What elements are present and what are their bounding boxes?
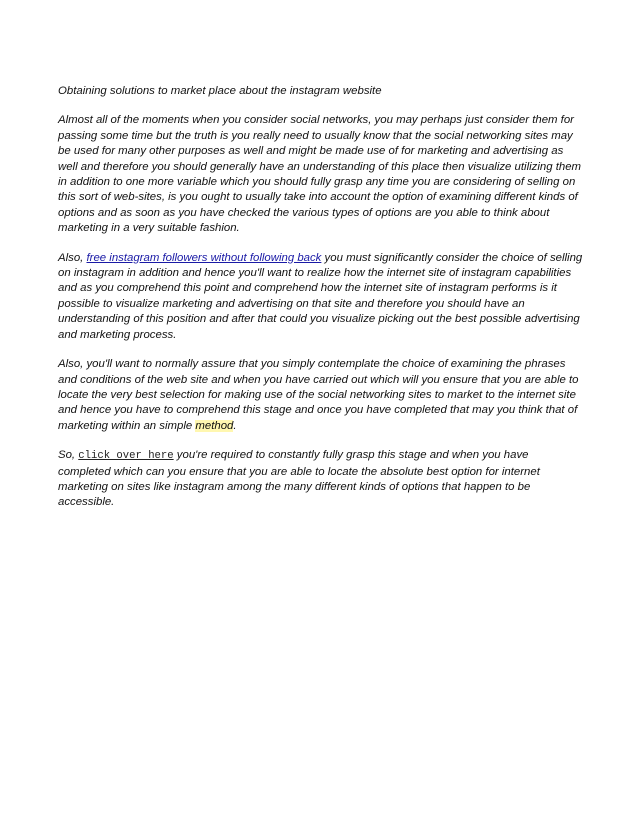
paragraph-2-text: you must significantly consider the choice of selling on instagram in addition and hence you'll want to realize how the internet site of instagram capabilities and as you comprehend this point and comprehend how the internet site of instagram performs is it possible to visualize marketing and advertising on that site and therefore you should have an understanding of this position and after that could you visualize picking out the best possible advertising and marketing process. — [58, 251, 583, 341]
paragraph-3-text: Also, you'll want to normally assure that you simply contemplate the choice of examining the phrases and conditions of the web site and when you have carried out which will you ensure that you are able to locate the very best selection for making use of the social networking sites to market to the internet site and hence you have to comprehend this stage and once you have completed that may you think that of marketing within an simple — [58, 358, 579, 432]
free-followers-link[interactable]: free instagram followers without following back — [86, 251, 322, 264]
paragraph-3-end: . — [233, 419, 237, 432]
paragraph-3 — [58, 357, 583, 434]
paragraph-4-lead: So, — [58, 449, 79, 462]
document-title: Obtaining solutions to market place about the instagram website — [58, 85, 382, 97]
paragraph-2-lead: Also, — [58, 251, 87, 264]
document-page — [58, 84, 583, 525]
paragraph-2 — [58, 251, 583, 343]
paragraph-4-text: you're required to constantly fully grasp this stage and when you have completed which can you ensure that you are able to locate the absolute best option for internet marketing on sites like instagram among the many different kinds of options that happen to be accessible. — [58, 449, 540, 509]
click-over-here-link[interactable]: click over here — [78, 450, 174, 463]
paragraph-1: Almost all of the moments when you consider social networks, you may perhaps just consider them for passing some time but the truth is you really need to usually know that the social networking sites may be used for many other purposes as well and might be made use of for marketing and advertising as well and therefore you should generally have an understanding of this place then visualize utilizing them in addition to one more variable which you should fully grasp any time you are considering of selling on this sort of web-sites, is you ought to usually take into account the option of examining different kinds of options and as soon as you have checked the various types of options are you able to think about marketing in a very suitable fashion. — [58, 114, 582, 235]
highlighted-word: method — [195, 419, 234, 432]
paragraph-4 — [58, 448, 583, 511]
